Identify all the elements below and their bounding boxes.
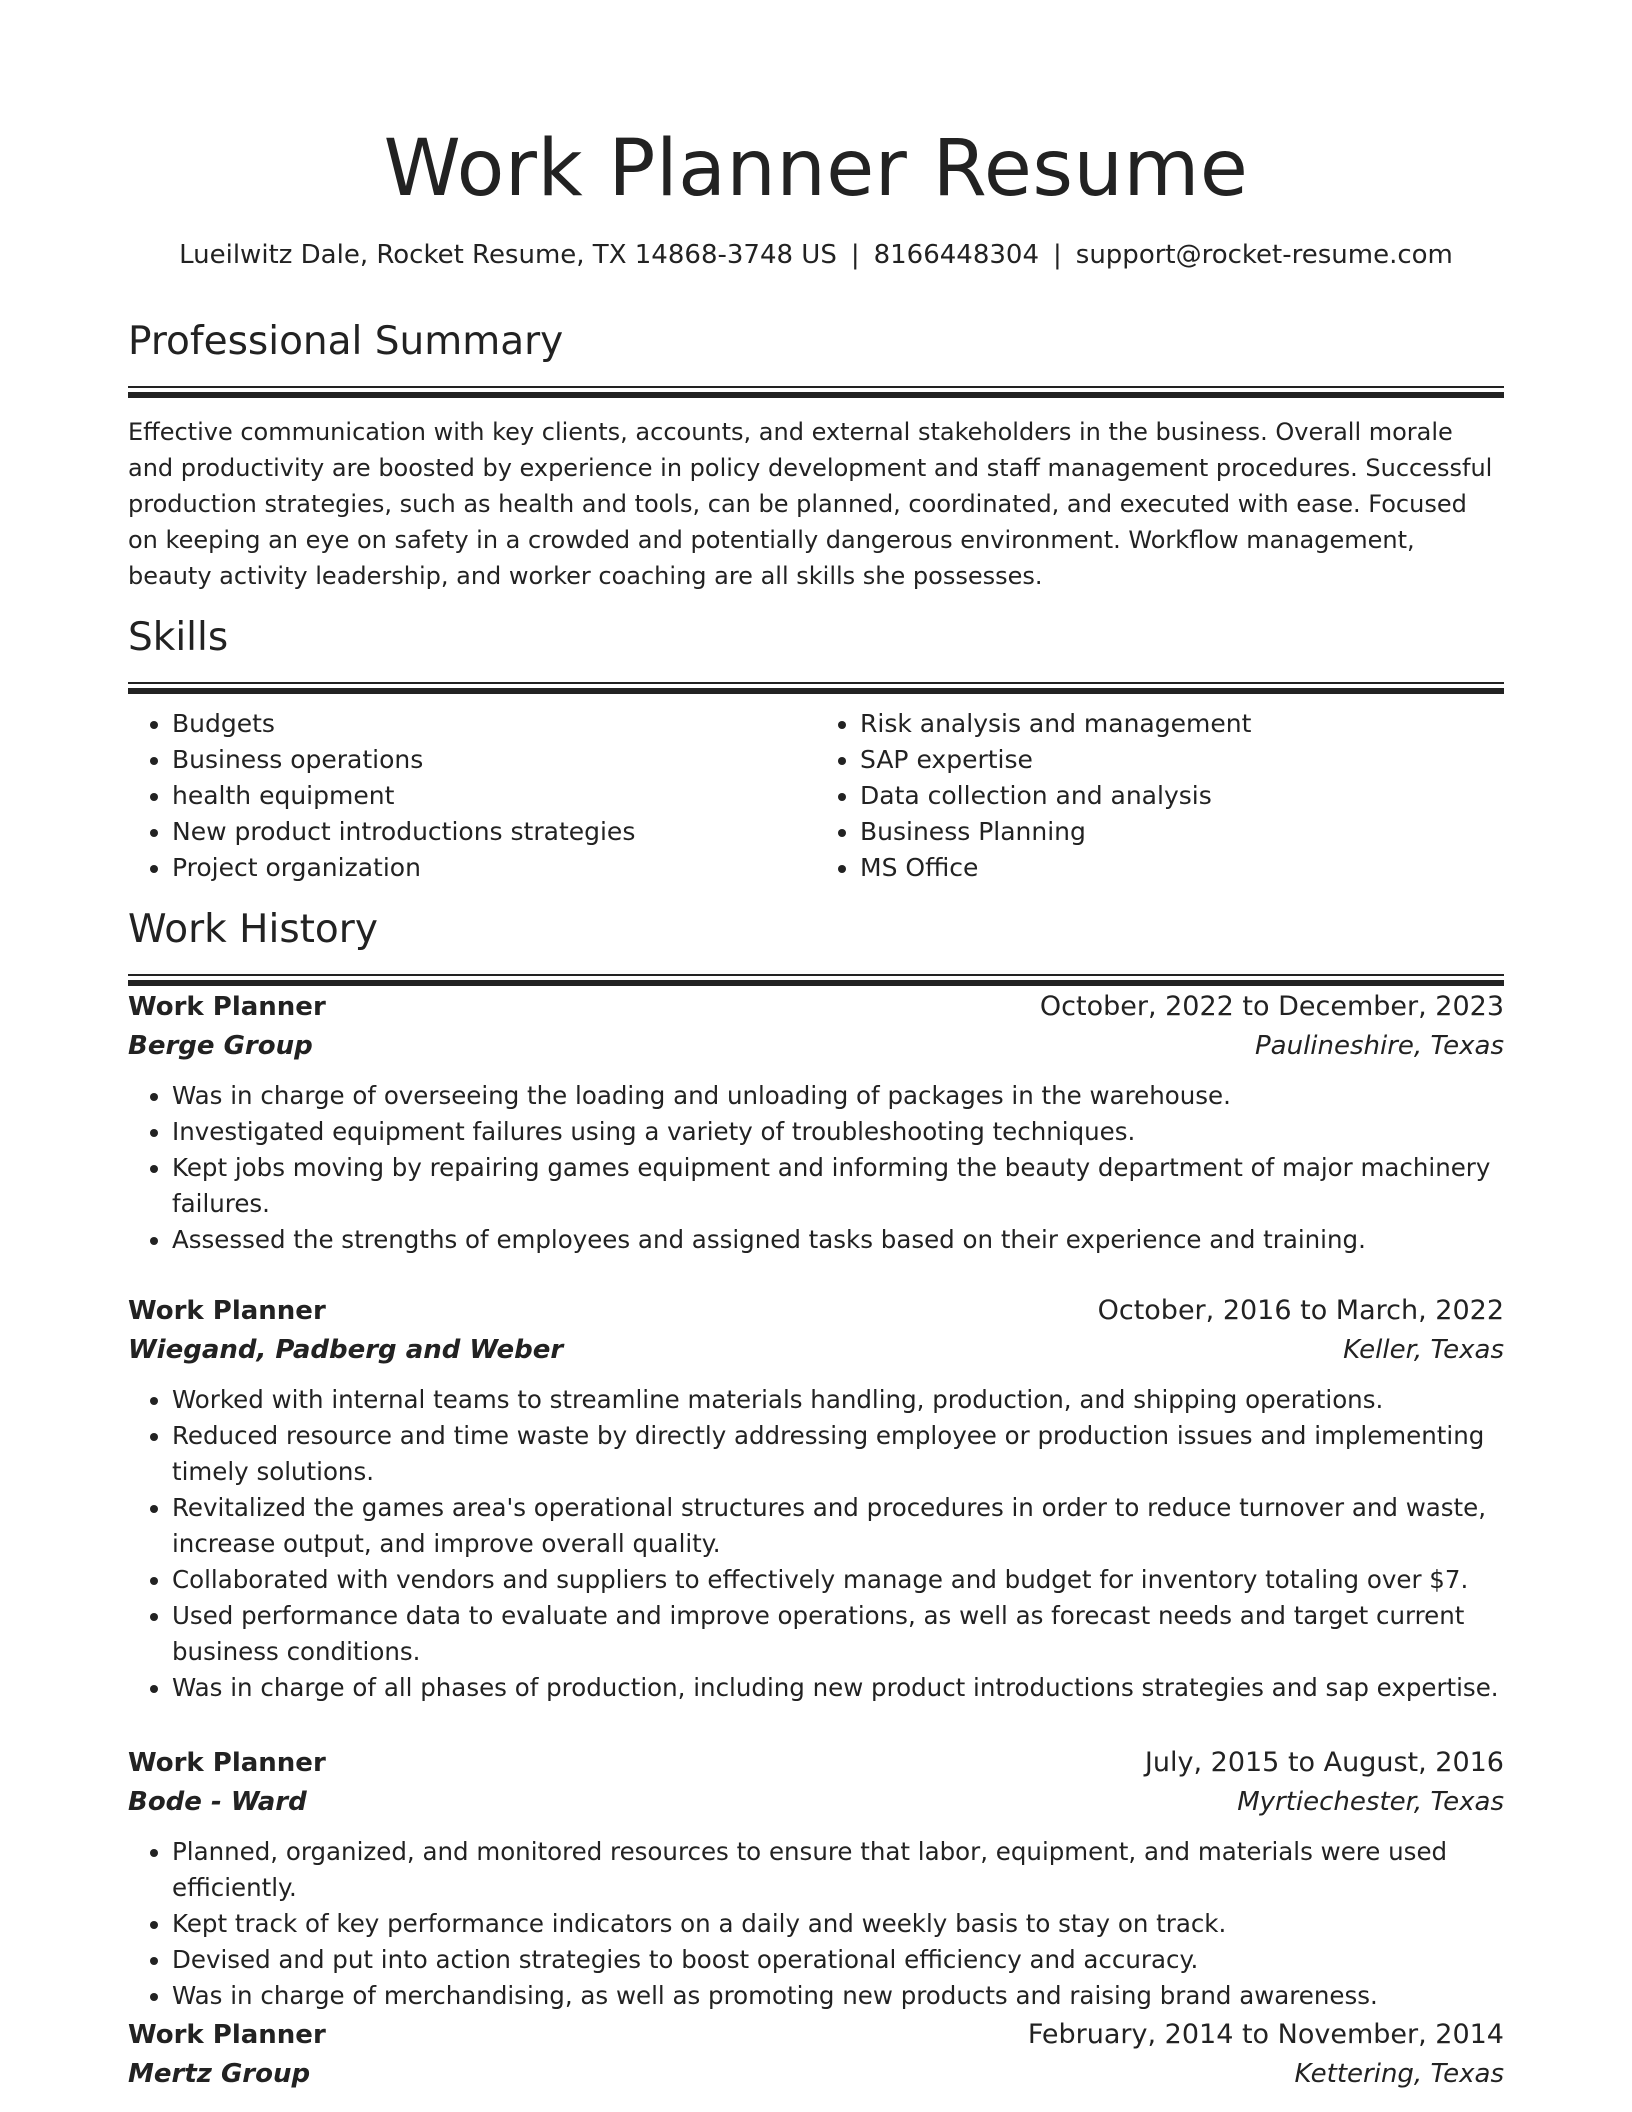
list-item: • Devised and put into action strategies to boost operational efficiency and accuracy. — [172, 1942, 1504, 1978]
resume-sheet — [128, 0, 1504, 2089]
job-location: Paulineshire, Texas — [1254, 1031, 1504, 1061]
job-title: Work Planner — [128, 1296, 326, 1326]
job-location: Keller, Texas — [1343, 1335, 1504, 1365]
job-company: Mertz Group — [128, 2059, 311, 2089]
contact-phone: 8166448304 — [873, 240, 1040, 270]
skill-item: • Project organization — [172, 850, 816, 886]
list-item: • Kept track of key performance indicators on a daily and weekly basis to stay on track. — [172, 1906, 1504, 1942]
summary-text: Effective communication with key clients, accounts, and external stakeholders in the business. Overall morale and productivity are boosted by experience in policy development and staff management procedures. Successful production strategies, such as health and tools, can be planned, coordinated, and executed with ease. Focused on keeping an eye on safety in a crowded and potentially dangerous environment. Workflow management, beauty activity leadership, and worker coaching are all skills she possesses. — [128, 418, 1493, 590]
list-item: • Planned, organized, and monitored resources to ensure that labor, equipment, and materials were used efficiently. — [172, 1834, 1504, 1906]
job-dates: February, 2014 to November, 2014 — [1027, 2019, 1504, 2050]
job-company: Bode - Ward — [128, 1787, 307, 1817]
skills-columns — [128, 706, 1504, 886]
list-item: • Reduced resource and time waste by directly addressing employee or production issues and implementing timely solutions. — [172, 1418, 1504, 1490]
skill-item: • health equipment — [172, 778, 816, 814]
job-company: Wiegand, Padberg and Weber — [128, 1335, 564, 1365]
professional-summary-section — [128, 318, 1504, 618]
section-divider — [128, 974, 1504, 986]
contact-separator: | — [850, 240, 860, 270]
skills-right-list — [816, 706, 1504, 886]
job-title: Work Planner — [128, 2020, 326, 2050]
list-item: • Collaborated with vendors and suppliers to effectively manage and budget for inventory totaling over $7. — [172, 1562, 1504, 1598]
job-bullets — [128, 1382, 1504, 1706]
contact-line — [128, 238, 1504, 272]
section-divider — [128, 682, 1504, 694]
job-dates: October, 2022 to December, 2023 — [1039, 991, 1504, 1022]
job-location: Kettering, Texas — [1294, 2059, 1504, 2089]
job-title: Work Planner — [128, 1748, 326, 1778]
skill-item: • Risk analysis and management — [860, 706, 1504, 742]
list-item: • Assessed the strengths of employees and assigned tasks based on their experience and training. — [172, 1222, 1504, 1258]
work-history-section — [128, 906, 1504, 986]
job-entry — [128, 1292, 1504, 1706]
skills-left-list — [128, 706, 816, 886]
skill-item: • New product introductions strategies — [172, 814, 816, 850]
resume-title: Work Planner Resume — [383, 124, 1249, 214]
list-item: • Investigated equipment failures using a variety of troubleshooting techniques. — [172, 1114, 1504, 1150]
list-item: • Used performance data to evaluate and improve operations, as well as forecast needs and target current business conditions. — [172, 1598, 1504, 1670]
job-bullets — [128, 1834, 1504, 2014]
skill-item: • Business Planning — [860, 814, 1504, 850]
section-heading: Professional Summary — [128, 319, 564, 364]
job-bullets — [128, 1078, 1504, 1258]
job-company: Berge Group — [128, 1031, 313, 1061]
skill-item: • SAP expertise — [860, 742, 1504, 778]
list-item: • Was in charge of all phases of production, including new product introductions strategies and sap expertise. — [172, 1670, 1504, 1706]
section-heading: Work History — [128, 907, 378, 952]
job-dates: October, 2016 to March, 2022 — [1097, 1295, 1504, 1326]
contact-email: support@rocket-resume.com — [1075, 240, 1453, 270]
skill-item: • Data collection and analysis — [860, 778, 1504, 814]
job-entry — [128, 1744, 1504, 2014]
job-entry — [128, 2016, 1504, 2094]
job-location: Myrtiechester, Texas — [1237, 1787, 1504, 1817]
contact-separator: | — [1053, 240, 1062, 270]
job-dates: July, 2015 to August, 2016 — [1144, 1747, 1504, 1778]
section-divider — [128, 386, 1504, 398]
job-entry — [128, 988, 1504, 1258]
skill-item: • MS Office — [860, 850, 1504, 886]
job-title: Work Planner — [128, 992, 326, 1022]
skills-section — [128, 614, 1504, 886]
skill-item: • Business operations — [172, 742, 816, 778]
section-heading: Skills — [128, 615, 229, 660]
list-item: • Kept jobs moving by repairing games equipment and informing the beauty department of major machinery failures. — [172, 1150, 1504, 1222]
list-item: • Was in charge of merchandising, as well as promoting new products and raising brand awareness. — [172, 1978, 1504, 2014]
skill-item: • Budgets — [172, 706, 816, 742]
list-item: • Was in charge of overseeing the loading and unloading of packages in the warehouse. — [172, 1078, 1504, 1114]
contact-address: Lueilwitz Dale, Rocket Resume, TX 14868-3748 US — [179, 240, 837, 270]
list-item: • Worked with internal teams to streamline materials handling, production, and shipping operations. — [172, 1382, 1504, 1418]
list-item: • Revitalized the games area's operational structures and procedures in order to reduce turnover and waste, increase output, and improve overall quality. — [172, 1490, 1504, 1562]
